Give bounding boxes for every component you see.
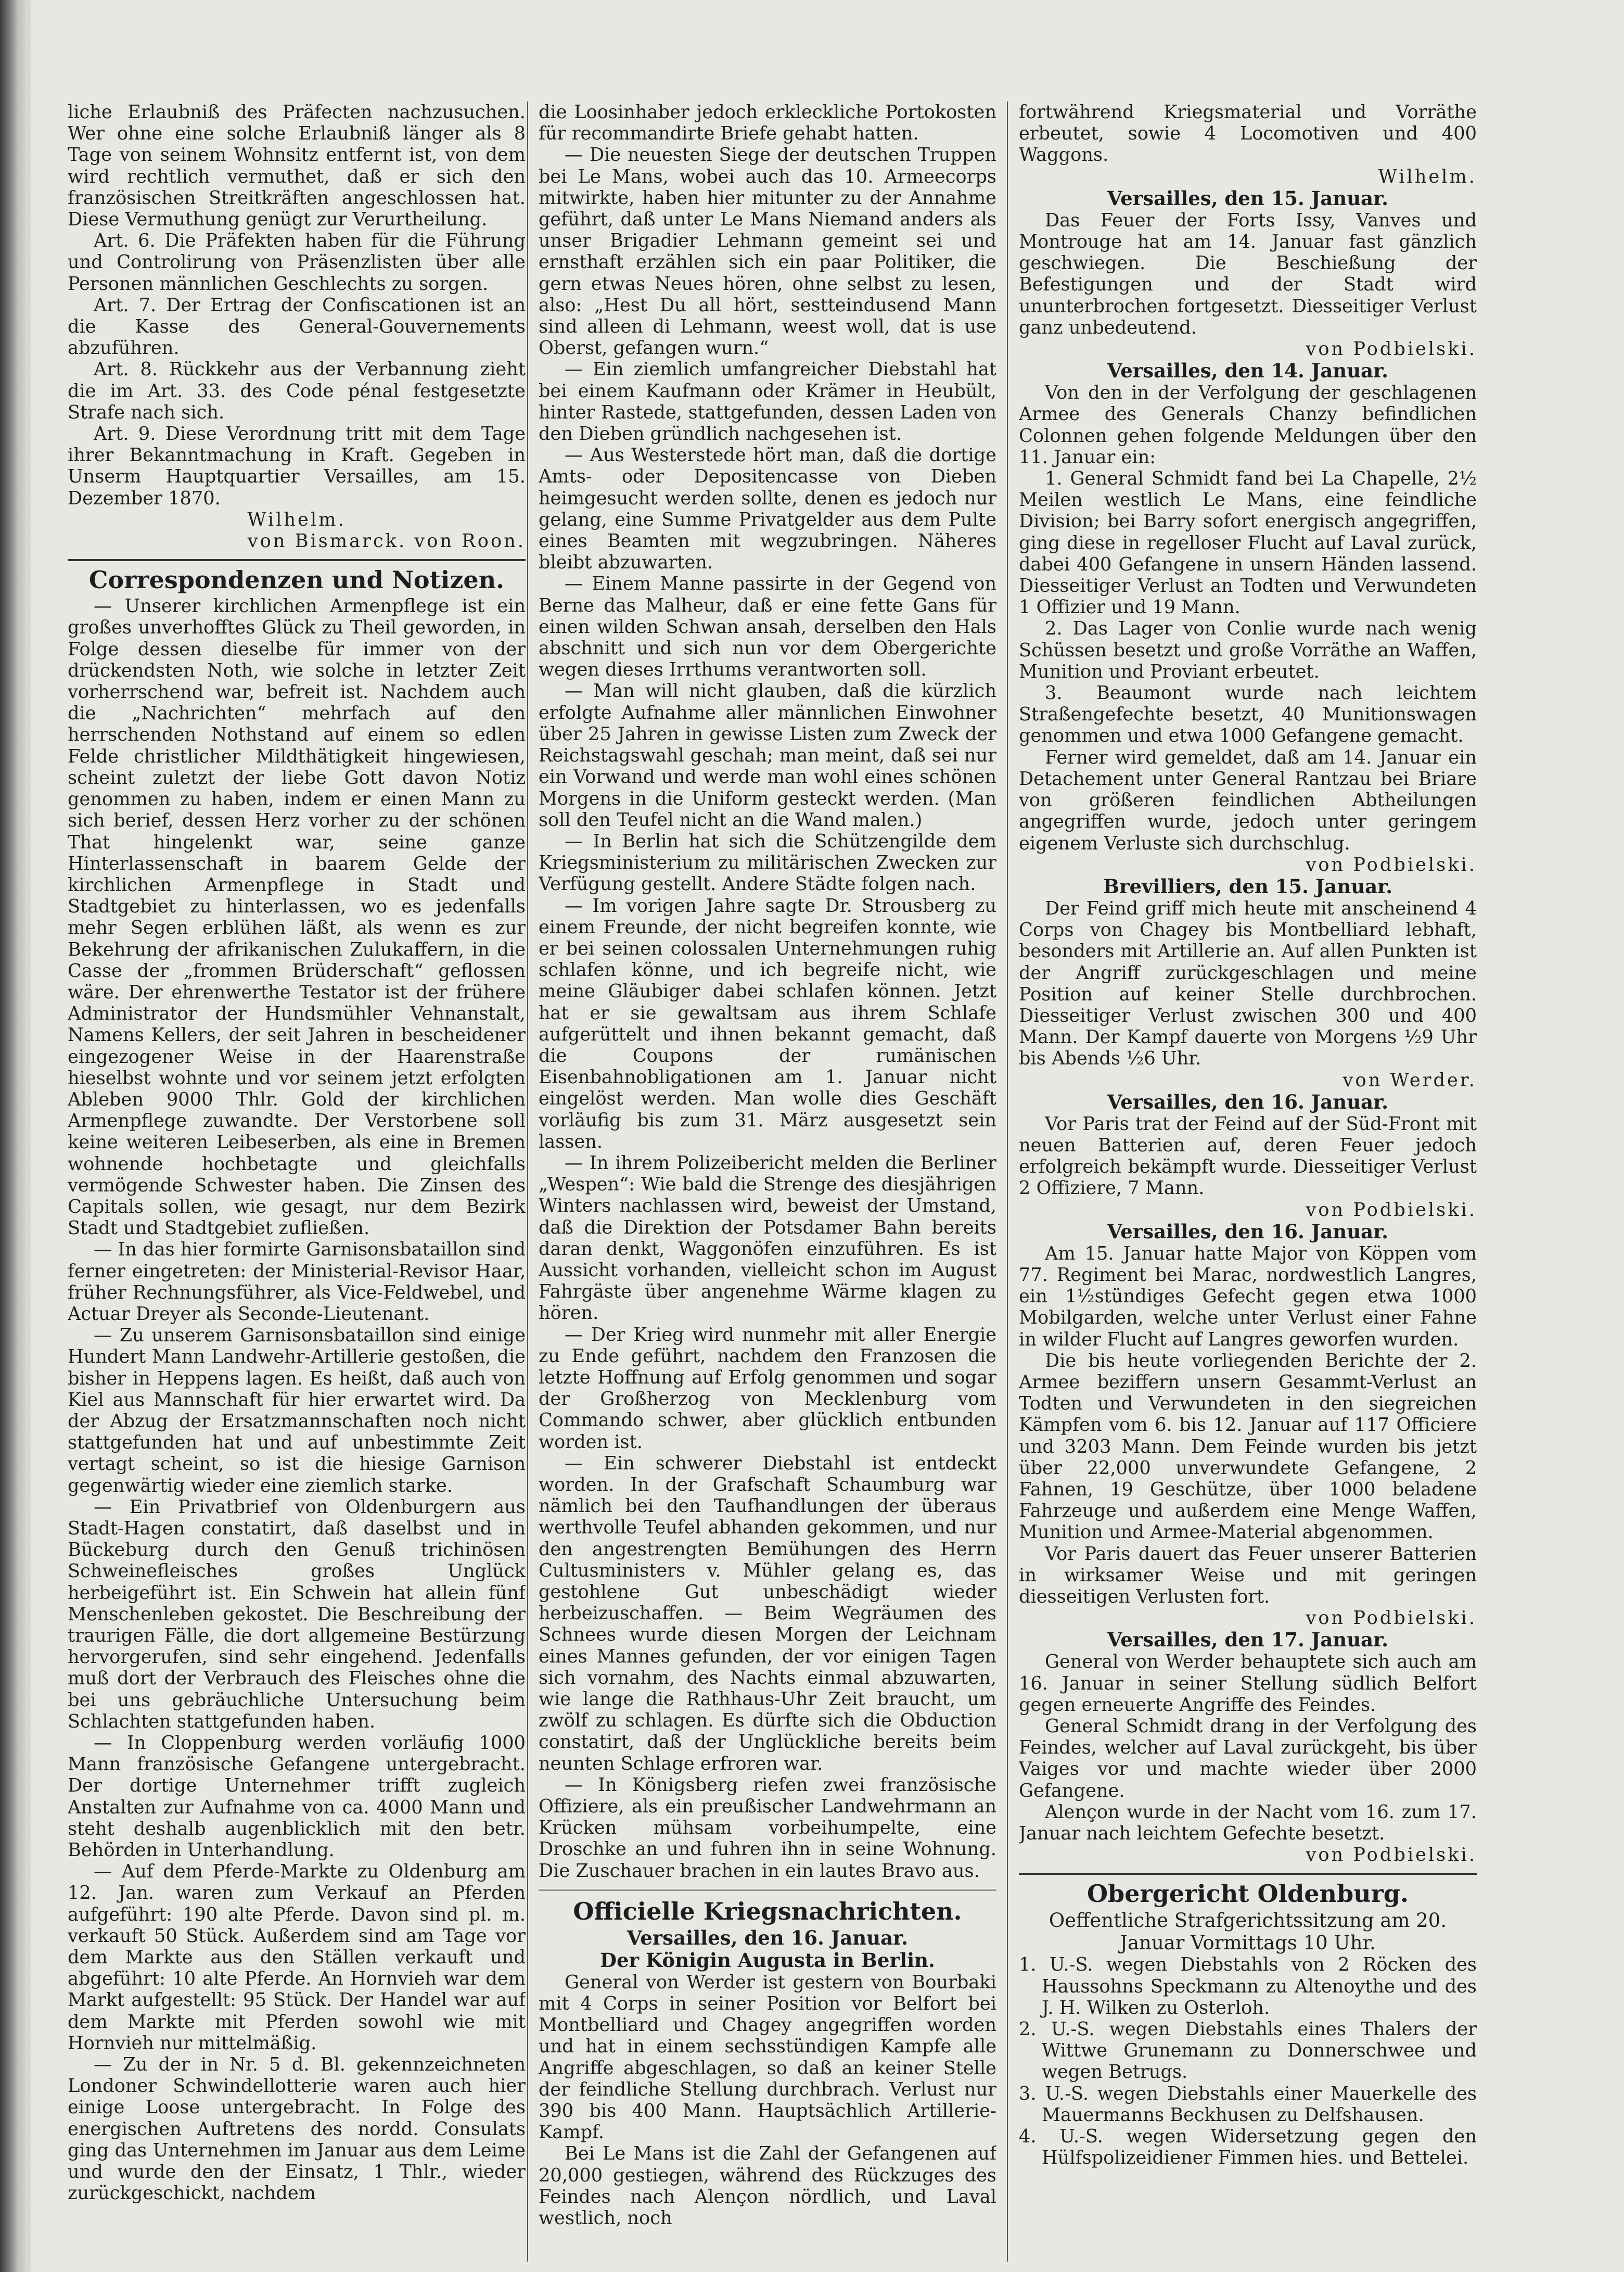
dispatch-text: General von Werder ist gestern von Bourbaki mit 4 Corps in seiner Position vor Belfort bei Montbelliard und Chagey angegriffen worden und hat in einem sechsstündigen Kampfe alle Angriffe abgeschlagen, so daß an keiner Stelle der feindliche Stellung durchbrach. Verlust nur 390 bis 400 Mann. Hauptsächlich Artillerie-Kampf. <box>539 1971 996 2143</box>
column-middle <box>539 101 996 2272</box>
dispatch-dateline: Brevilliers, den 15. Januar. <box>1103 874 1393 898</box>
dispatch-text: Alençon wurde in der Nacht vom 16. zum 17. Januar nach leichtem Gefechte besetzt. <box>1019 1801 1477 1845</box>
dispatch-text: General von Werder behauptete sich auch am 16. Januar in seiner Stellung südlich Belfort gegen erneuerte Angriffe des Feindes. <box>1019 1651 1477 1716</box>
section-divider <box>68 559 526 561</box>
news-item: — In ihrem Polizeibericht melden die Berliner „Wespen“: Wie bald die Strenge des diesjährigen Winters nachlassen wird, beweist der Umstand, daß die Direktion der Potsdamer Bahn bereits daran denkt, Waggonöfen einzuführen. Es ist Aussicht vorhanden, vielleicht schon im August Fahrgäste über angenehme Wärme klagen zu hören. <box>539 1152 996 1324</box>
news-item: — Zu der in Nr. 5 d. Bl. gekennzeichneten Londoner Schwindellotterie waren auch hier einige Loose untergebracht. In Folge des energischen Auftretens des nordd. Consulats ging das Unternehmen im Januar aus dem Leime und wurde den der Einsatz, 1 Thlr., wieder zurückgeschickt, nachdem <box>68 2054 526 2204</box>
column-rule <box>527 101 528 2262</box>
dispatch-list-item: 3. Beaumont wurde nach leichtem Straßengefechte besetzt, 40 Munitionswagen genommen und etwa 1000 Gefangene gemacht. <box>1019 682 1477 747</box>
news-item: — Ein Privatbrief von Oldenburgern aus Stadt-Hagen constatirt, daß daselbst und in Bückeburg durch den Genuß trichinösen Schweinefleisches großes Unglück herbeigeführt ist. Ein Schwein hat allein fünf Menschenleben gekostet. Die Beschreibung der traurigen Fälle, die dort allgemeine Bestürzung hervorgerufen, sind sehr eingehend. Jedenfalls muß dort der Verbrauch des Fleisches ohne die bei uns gebräuchliche Untersuchung beim Schlachten stattgefunden haben. <box>68 1496 526 1732</box>
news-item: — Ein ziemlich umfangreicher Diebstahl hat bei einem Kaufmann oder Krämer in Heubült, hinter Rastede, stattgefunden, dessen Laden von den Dieben gründlich nachgesehen ist. <box>539 359 996 445</box>
news-item: — In das hier formirte Garnisonsbataillon sind ferner eingetreten: der Ministerial-Revisor Haar, früher Rechnungsführer, als Vice-Feldwebel, und Actuar Dreyer als Seconde-Lieutenant. <box>68 1239 526 1325</box>
news-item: — In Königsberg riefen zwei französische Offiziere, als ein preußischer Landwehrmann an Krücken mühsam vorbeihumpelte, eine Droschke an und fuhren ihn in seine Wohnung. Die Zuschauer brachen in ein lautes Bravo aus. <box>539 1774 996 1882</box>
signature: von Podbielski. <box>1306 1844 1477 1866</box>
dispatch-dateline: Versailles, den 16. Januar. <box>626 1926 909 1949</box>
section-divider <box>1019 1873 1477 1875</box>
news-item: die Loosinhaber jedoch erkleckliche Portokosten für recommandirte Briefe gehabt hatten. <box>539 101 996 145</box>
news-item: — Im vorigen Jahre sagte Dr. Strousberg zu einem Freunde, der nicht begreifen konnte, wie er bei seinen colossalen Unternehmungen ruhig schlafen könne, und ich begreife nicht, wie meine Gläubiger dabei schlafen können. Jetzt hat er sie gewaltsam aus ihrem Schlafe aufgerüttelt und ihnen bekannt gemacht, daß die Coupons der rumänischen Eisenbahnobligationen am 1. Januar nicht eingelöst werden. Man wolle dies Geschäft vorläufig bis zum 31. März ausgesetzt sein lassen. <box>539 895 996 1152</box>
dispatch-dateline: Versailles, den 16. Januar. <box>1107 1090 1389 1113</box>
decree-article: Art. 9. Diese Verordnung tritt mit dem Tage ihrer Bekanntmachung in Kraft. Gegeben in Unserm Hauptquartier Versailles, am 15. Dezember 1870. <box>68 423 526 509</box>
news-item: — Aus Westerstede hört man, daß die dortige Amts- oder Depositencasse von Dieben heimgesucht werden sollte, denen es jedoch nur gelang, eine Summe Privatgelder aus dem Pulte eines Beamten mit wegzubringen. Näheres bleibt abzuwarten. <box>539 445 996 574</box>
dispatch-text: Die bis heute vorliegenden Berichte der 2. Armee beziffern unsern Gesammt-Verlust an Todten und Verwundeten in den siegreichen Kämpfen vom 6. bis 12. Januar auf 117 Officiere und 3203 Mann. Dem Feinde wurden bis jetzt über 22,000 unverwundete Gefangene, 2 Fahnen, 19 Geschütze, über 1000 beladene Fahrzeuge und außerdem eine Menge Waffen, Munition und Armee-Material abgenommen. <box>1019 1350 1477 1543</box>
court-case: 2. U.-S. wegen Diebstahls eines Thalers der Wittwe Grunemann zu Donnerschwee und wegen Betrugs. <box>1019 2019 1477 2083</box>
signature: von Werder. <box>1342 1069 1477 1091</box>
section-heading: Obergericht Oldenburg. <box>1086 1880 1409 1908</box>
section-divider <box>539 1889 996 1893</box>
news-item: — Der Krieg wird nunmehr mit aller Energie zu Ende geführt, nachdem den Franzosen die letzte Hoffnung auf Erfolg genommen und sogar der Großherzog von Mecklenburg vom Commando schwer, aber glücklich entbunden worden ist. <box>539 1324 996 1453</box>
decree-article: Art. 6. Die Präfekten haben für die Führung und Controlirung von Präsenzlisten über alle Personen männlichen Geschlechts zu sorgen. <box>68 230 526 295</box>
signature: Wilhelm. <box>1378 166 1477 187</box>
court-session-intro: Oeffentliche Strafgerichtssitzung am 20. Januar Vormittags 10 Uhr. <box>1048 1909 1447 1954</box>
signature: von Bismarck. von Roon. <box>247 530 526 552</box>
column-rule <box>1007 101 1008 2262</box>
dispatch-dateline: Versailles, den 16. Januar. <box>1107 1220 1389 1243</box>
decree-paragraph: liche Erlaubniß des Präfecten nachzusuchen. Wer ohne eine solche Erlaubniß länger als 8 Tage von seinem Wohnsitz entfernt ist, von dem wird rechtlich vermuthet, daß er sich den französischen Streitkräften angeschlossen hat. Diese Vermuthung genügt zur Verurtheilung. <box>68 101 526 231</box>
signature: von Podbielski. <box>1306 854 1477 875</box>
dispatch-dateline: Versailles, den 17. Januar. <box>1107 1628 1389 1652</box>
decree-article: Art. 7. Der Ertrag der Confiscationen ist an die Kasse des General-Gouvernements abzuführen. <box>68 294 526 359</box>
dispatch-dateline: Versailles, den 14. Januar. <box>1107 359 1389 383</box>
dispatch-text: Bei Le Mans ist die Zahl der Gefangenen auf 20,000 gestiegen, während des Rückzuges des Feindes nach Alençon nördlich, und Laval westlich, noch <box>539 2143 996 2229</box>
news-item: — Auf dem Pferde-Markte zu Oldenburg am 12. Jan. waren zum Verkauf an Pferden aufgeführt: 190 alte Pferde. Davon sind pl. m. verkauft 50 Stück. Außerdem sind am Tage vor dem Markte aus den Ställen verkauft und abgeführt: 10 alte Pferde. An Hornvieh war dem Markt aufgestellt: 95 Stück. Der Handel war auf dem Markte mit Pferden sowohl wie mit Hornvieh nur mittelmäßig. <box>68 1861 526 2054</box>
dispatch-text: Das Feuer der Forts Issy, Vanves und Montrouge hat am 14. Januar fast gänzlich geschwiegen. Die Beschießung der Befestigungen und der Stadt wird ununterbrochen fortgesetzt. Diesseitiger Verlust ganz unbedeutend. <box>1019 209 1477 338</box>
dispatch-recipient: Der Königin Augusta in Berlin. <box>600 1948 935 1972</box>
court-case: 4. U.-S. wegen Widersetzung gegen den Hülfspolizeidiener Fimmen hies. und Bettelei. <box>1019 2126 1477 2169</box>
section-heading: Officielle Kriegsnachrichten. <box>573 1897 962 1925</box>
book-binding-edge <box>0 0 25 2272</box>
news-item: — Die neuesten Siege der deutschen Truppen bei Le Mans, wobei auch das 10. Armeecorps mitwirkte, haben hier mitunter zu der Annahme geführt, daß unter Le Mans Niemand anders als unser Brigadier Lehmann gemeint sei und ernsthaft erzählen sich ein paar Politiker, die gern etwas Neues hören, ohne selbst zu lesen, also: „Hest Du all hört, sestteindusend Mann sind alleen di Lehmann, weest woll, dat is use Oberst, gefangen wurn.“ <box>539 144 996 359</box>
column-left <box>68 101 526 2272</box>
dispatch-text: Von den in der Verfolgung der geschlagenen Armee des Generals Chanzy befindlichen Colonnen gehen folgende Meldungen über den 11. Januar ein: <box>1019 382 1477 468</box>
news-item: — Man will nicht glauben, daß die kürzlich erfolgte Aufnahme aller männlichen Einwohner über 25 Jahren in gewisse Listen zum Zweck der Reichstagswahl geschah; man meint, daß sei nur ein Vorwand und werde man wohl eines schönen Morgens in die Uniform gesteckt werden. (Man soll den Teufel nicht an die Wand malen.) <box>539 680 996 831</box>
news-item: — In Cloppenburg werden vorläufig 1000 Mann französische Gefangene untergebracht. Der dortige Unternehmer trifft zugleich Anstalten zur Aufnahme von ca. 4000 Mann und steht deshalb augenblicklich mit den betr. Behörden in Unterhandlung. <box>68 1732 526 1861</box>
decree-article: Art. 8. Rückkehr aus der Verbannung zieht die im Art. 33. des Code pénal festgesetzte Strafe nach sich. <box>68 359 526 423</box>
dispatch-text: fortwährend Kriegsmaterial und Vorräthe erbeutet, sowie 4 Locomotiven und 400 Waggons. <box>1019 101 1477 166</box>
news-item: — Ein schwerer Diebstahl ist entdeckt worden. In der Grafschaft Schaumburg war nämlich bei den Taufhandlungen der überaus werthvolle Teufel abhanden gekommen, und nur den angestrengten Bemühungen des Herrn Cultusministers v. Mühler gelang es, das gestohlene Gut unbeschädigt wieder herbeizuschaffen. — Beim Wegräumen des Schnees wurde diesen Morgen der Leichnam eines Mannes gefunden, der vor einigen Tagen sich vornahm, des Nachts einmal abzuwarten, wie lange die Rathhaus-Uhr Zeit braucht, um zwölf zu schlagen. Es dürfte sich die Obduction constatirt, daß der Unglückliche bereits beim neunten Schlage erfroren war. <box>539 1452 996 1774</box>
dispatch-text: Der Feind griff mich heute mit anscheinend 4 Corps von Chagey bis Montbelliard lebhaft, besonders mit Artillerie an. Auf allen Punkten ist der Angriff zurückgeschlagen und meine Position auf keiner Stelle durchbrochen. Diesseitiger Verlust zwischen 300 und 400 Mann. Der Kampf dauerte von Morgens ½9 Uhr bis Abends ½6 Uhr. <box>1019 897 1477 1070</box>
dispatch-text: Am 15. Januar hatte Major von Köppen vom 77. Regiment bei Marac, nordwestlich Langres, ein 1½stündiges Gefecht gegen etwa 1000 Mobilgarden, welche unter Verlust einer Fahne in wilder Flucht auf Langres geworfen wurden. <box>1019 1242 1477 1350</box>
court-case: 1. U.-S. wegen Diebstahls von 2 Röcken des Haussohns Speckmann zu Altenoythe und des J. H. Wilken zu Osterloh. <box>1019 1954 1477 2019</box>
dispatch-list-item: 2. Das Lager von Conlie wurde nach wenig Schüssen besetzt und große Vorräthe an Waffen, Munition und Proviant erbeutet. <box>1019 618 1477 682</box>
news-item: — Einem Manne passirte in der Gegend von Berne das Malheur, daß er eine fette Gans für einen wilden Schwan ansah, derselben den Hals abschnitt und sich nun vor dem Obergerichte wegen dieses Irrthums verantworten soll. <box>539 573 996 681</box>
column-right <box>1019 101 1477 2272</box>
news-item: — Unserer kirchlichen Armenpflege ist ein großes unverhofftes Glück zu Theil geworden, in Folge dessen dieselbe für immer von der drückendsten Noth, wie solche in letzter Zeit vorherrschend war, befreit ist. Nachdem auch die „Nachrichten“ mehrfach auf den herrschenden Nothstand auf einem so edlen Felde christlicher Mildthätigkeit hingewiesen, scheint zuletzt der liebe Gott davon Notiz genommen zu haben, indem er einen Mann zu sich berief, dessen Herz vorher zu der schönen That hingelenkt war, seine ganze Hinterlassenschaft in baarem Gelde der kirchlichen Armenpflege in Stadt und Stadtgebiet zu hinterlassen, wo es jedenfalls mehr Segen erblühen läßt, als wenn es zur Bekehrung der afrikanischen Zulukaffern, in die Casse der „frommen Brüderschaft“ geflossen wäre. Der ehrenwerthe Testator ist der frühere Administrator der Hundsmühler Vehnanstalt, Namens Kellers, der seit Jahren in bescheidener eingezogener Weise in der Haarenstraße hieselbst wohnte und vor seinem jetzt erfolgten Ableben 9000 Thlr. Gold der kirchlichen Armenpflege zuwandte. Der Verstorbene soll keine weiteren Leibeserben, als eine in Bremen wohnende hochbetagte und gleichfalls vermögende Schwester haben. Die Zinsen des Capitals sollen, wie gesagt, nur dem Bezirk Stadt und Stadtgebiet zufließen. <box>68 595 526 1239</box>
dispatch-text: General Schmidt drang in der Verfolgung des Feindes, welcher auf Laval zurückgeht, bis über Vaiges vor und machte wieder über 2000 Gefangene. <box>1019 1716 1477 1801</box>
dispatch-text: Vor Paris dauert das Feuer unserer Batterien in wirksamer Weise und mit geringen diesseitigen Verlusten fort. <box>1019 1543 1477 1607</box>
dispatch-dateline: Versailles, den 15. Januar. <box>1107 186 1389 210</box>
court-case: 3. U.-S. wegen Diebstahls einer Mauerkelle des Mauermanns Beckhusen zu Delfshausen. <box>1019 2083 1477 2126</box>
dispatch-text: Ferner wird gemeldet, daß am 14. Januar ein Detachement unter General Rantzau bei Briare von größeren feindlichen Abtheilungen angegriffen wurde, jedoch unter geringem eigenem Verluste sich durchschlug. <box>1019 746 1477 854</box>
news-item: — In Berlin hat sich die Schützengilde dem Kriegsministerium zu militärischen Zwecken zur Verfügung gestellt. Andere Städte folgen nach. <box>539 830 996 895</box>
news-item: — Zu unserem Garnisonsbataillon sind einige Hundert Mann Landwehr-Artillerie gestoßen, die bisher in Heppens lagen. Es heißt, daß auch von Kiel aus Mannschaft für hier erwartet wird. Da der Abzug der Ersatzmannschaften noch nicht stattgefunden hat und auf unbestimmte Zeit vertagt scheint, so ist die hiesige Garnison gegenwärtig wieder eine ziemlich starke. <box>68 1325 526 1496</box>
signature: von Podbielski. <box>1306 1607 1477 1629</box>
dispatch-list-item: 1. General Schmidt fand bei La Chapelle, 2½ Meilen westlich Le Mans, eine feindliche Division; bei Barry sofort energisch angegriffen, ging diese in regelloser Flucht auf Laval zurück, dabei 400 Gefangene in unsern Händen lassend. Diesseitiger Verlust an Todten und Verwundeten 1 Offizier und 19 Mann. <box>1019 468 1477 618</box>
section-heading: Correspondenzen und Notizen. <box>88 566 505 594</box>
signature: von Podbielski. <box>1306 1199 1477 1221</box>
dispatch-text: Vor Paris trat der Feind auf der Süd-Front mit neuen Batterien auf, deren Feuer jedoch erfolgreich bekämpft wurde. Diesseitiger Verlust 2 Offiziere, 7 Mann. <box>1019 1113 1477 1199</box>
signature: Wilhelm. <box>247 509 346 530</box>
signature: von Podbielski. <box>1306 338 1477 360</box>
